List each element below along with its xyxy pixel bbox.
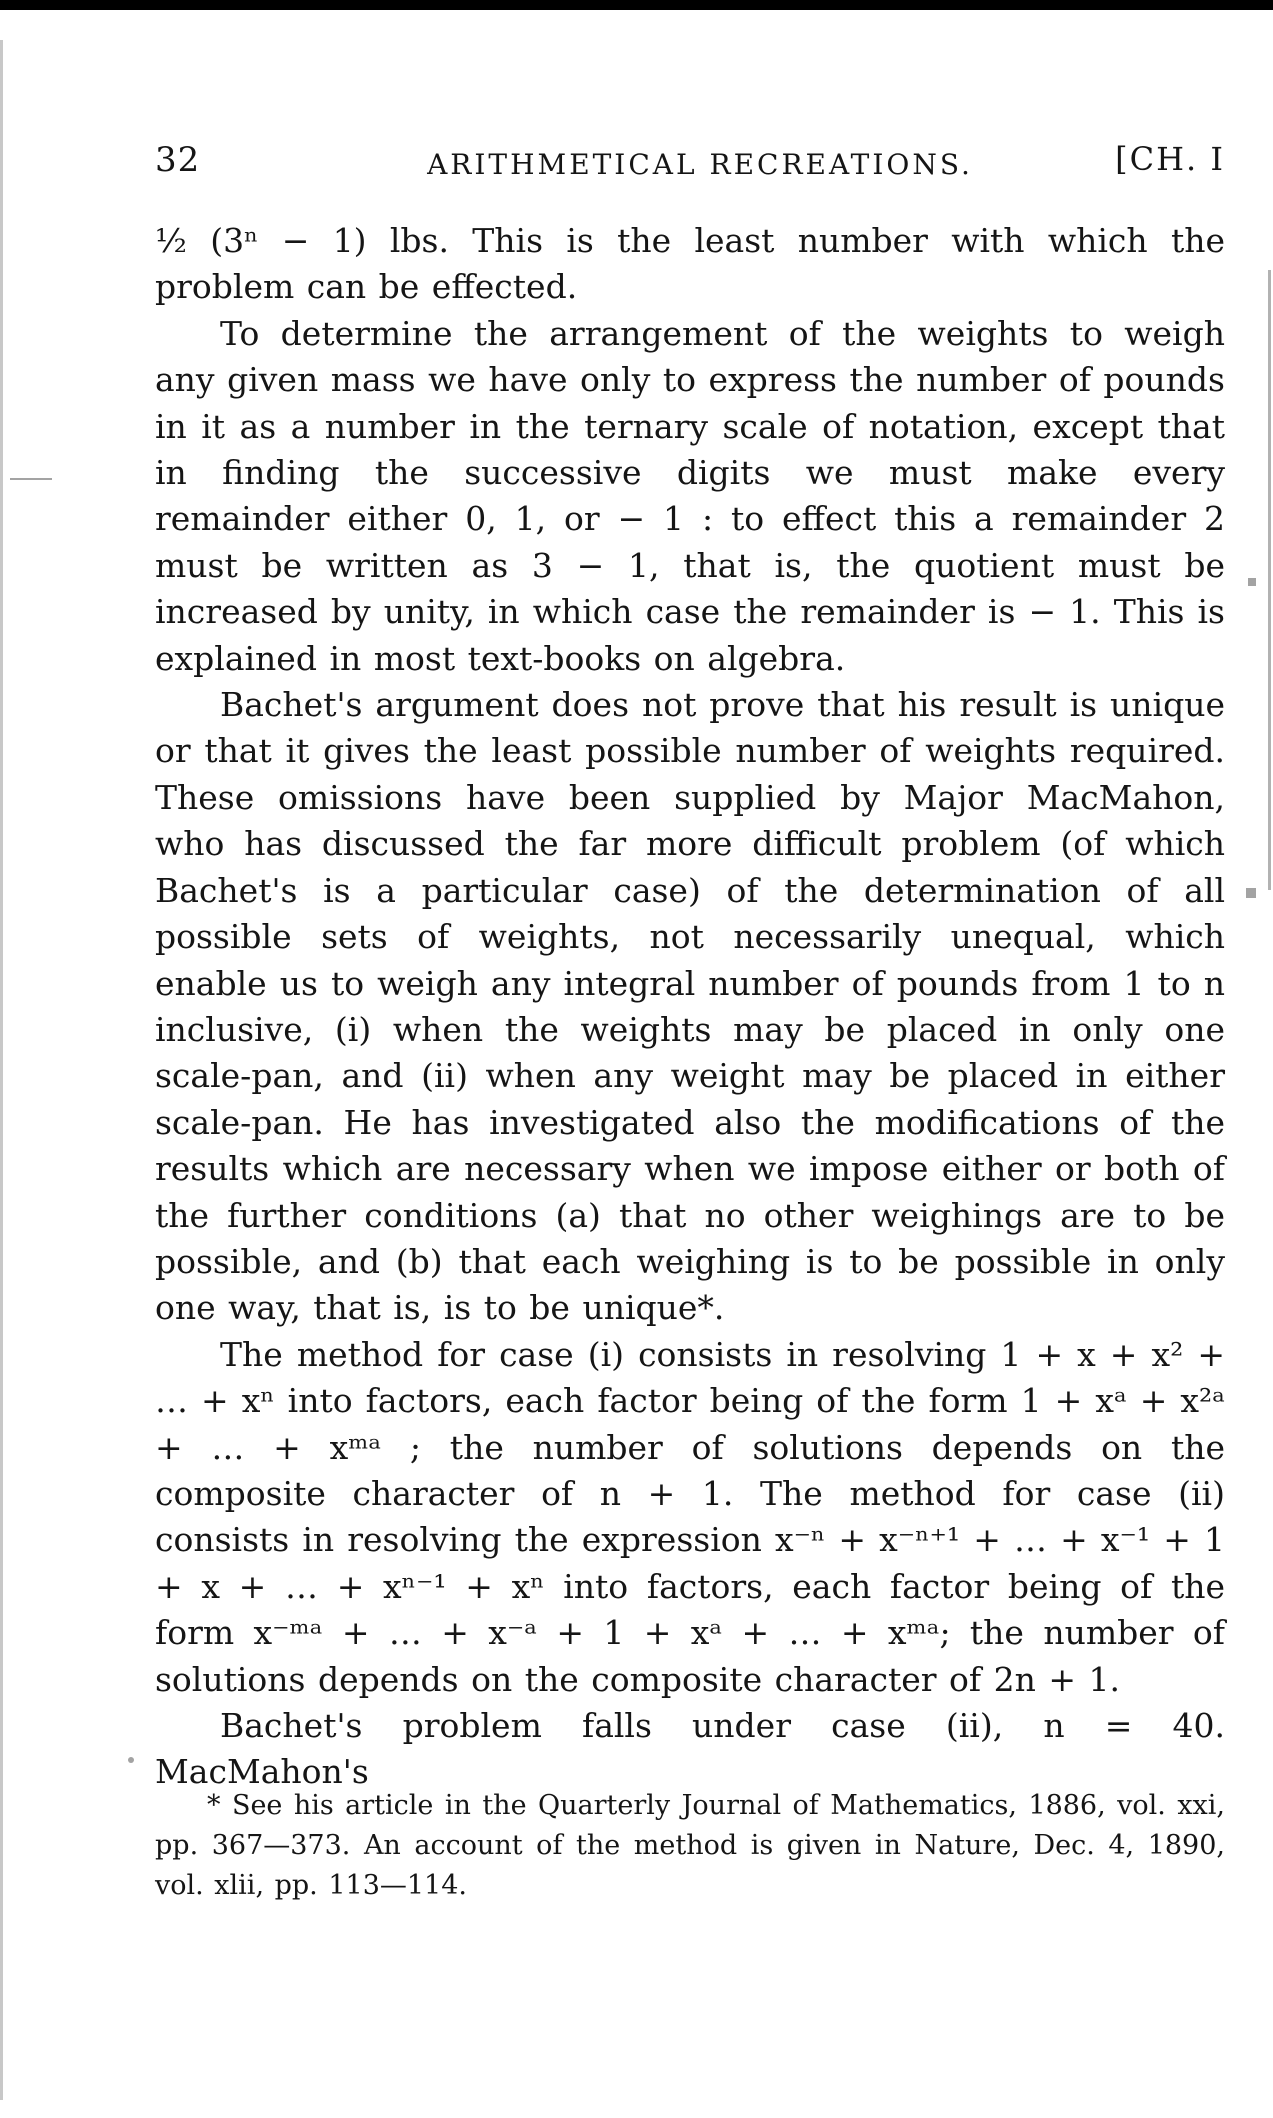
footnote: [155, 1786, 1225, 1918]
paragraph: ½ (3ⁿ − 1) lbs. This is the least number with which the problem can be effected.: [155, 221, 1225, 307]
paragraph: Bachet's problem falls under case (ii), n = 40. MacMahon's: [155, 1706, 1225, 1792]
chapter-reference: [CH. I: [1115, 140, 1225, 178]
scan-speck: [128, 1757, 134, 1763]
paragraph: To determine the arrangement of the weights to weigh any given mass we have only to express the number of pounds in it as a number in the ternary scale of notation, except that in finding the successive digits we must make every remainder either 0, 1, or − 1 : to effect this a remainder 2 must be written as 3 − 1, that is, the quotient must be increased by unity, in which case the remainder is − 1. This is explained in most text-books on algebra.: [155, 313, 1225, 678]
scan-speck: [10, 478, 52, 480]
scan-speck: [1246, 888, 1256, 898]
scan-top-border: [0, 0, 1273, 10]
paragraph: The method for case (i) consists in resolving 1 + x + x² + … + xⁿ into factors, each factor being of the form 1 + xᵃ + x²ᵃ + … + xᵐᵃ ; the number of solutions depends on the composite character of n + 1. The method for case (ii) consists in resolving the expression x⁻ⁿ + x⁻ⁿ⁺¹ + … + x⁻¹ + 1 + x + … + xⁿ⁻¹ + xⁿ into factors, each factor being of the form x⁻ᵐᵃ + … + x⁻ᵃ + 1 + xᵃ + … + xᵐᵃ; the number of solutions depends on the composite character of 2n + 1.: [155, 1334, 1225, 1699]
page-header: [155, 140, 1225, 188]
running-title: ARITHMETICAL RECREATIONS.: [427, 148, 973, 181]
paragraph: Bachet's argument does not prove that his result is unique or that it gives the least possible number of weights required. These omissions have been supplied by Major MacMahon, who has discussed the far more difficult problem (of which Bachet's is a particular case) of the determination of all possible sets of weights, not necessarily unequal, which enable us to weigh any integral number of pounds from 1 to n inclusive, (i) when the weights may be placed in only one scale-pan, and (ii) when any weight may be placed in either scale-pan. He has investigated also the modifications of the results which are necessary when we impose either or both of the further conditions (a) that no other weighings are to be possible, and (b) that each weighing is to be possible in only one way, that is, is to be unique*.: [155, 685, 1225, 1328]
footnote-text: * See his article in the Quarterly Journal of Mathematics, 1886, vol. xxi, pp. 367—373. An account of the method is given in Nature, Dec. 4, 1890, vol. xlii, pp. 113—114.: [155, 1790, 1225, 1901]
scan-right-edge: [1268, 270, 1271, 890]
scan-speck: [1248, 578, 1256, 586]
scan-left-edge: [0, 40, 23, 2100]
page-body: [155, 218, 1225, 1792]
page-number: 32: [155, 140, 201, 180]
